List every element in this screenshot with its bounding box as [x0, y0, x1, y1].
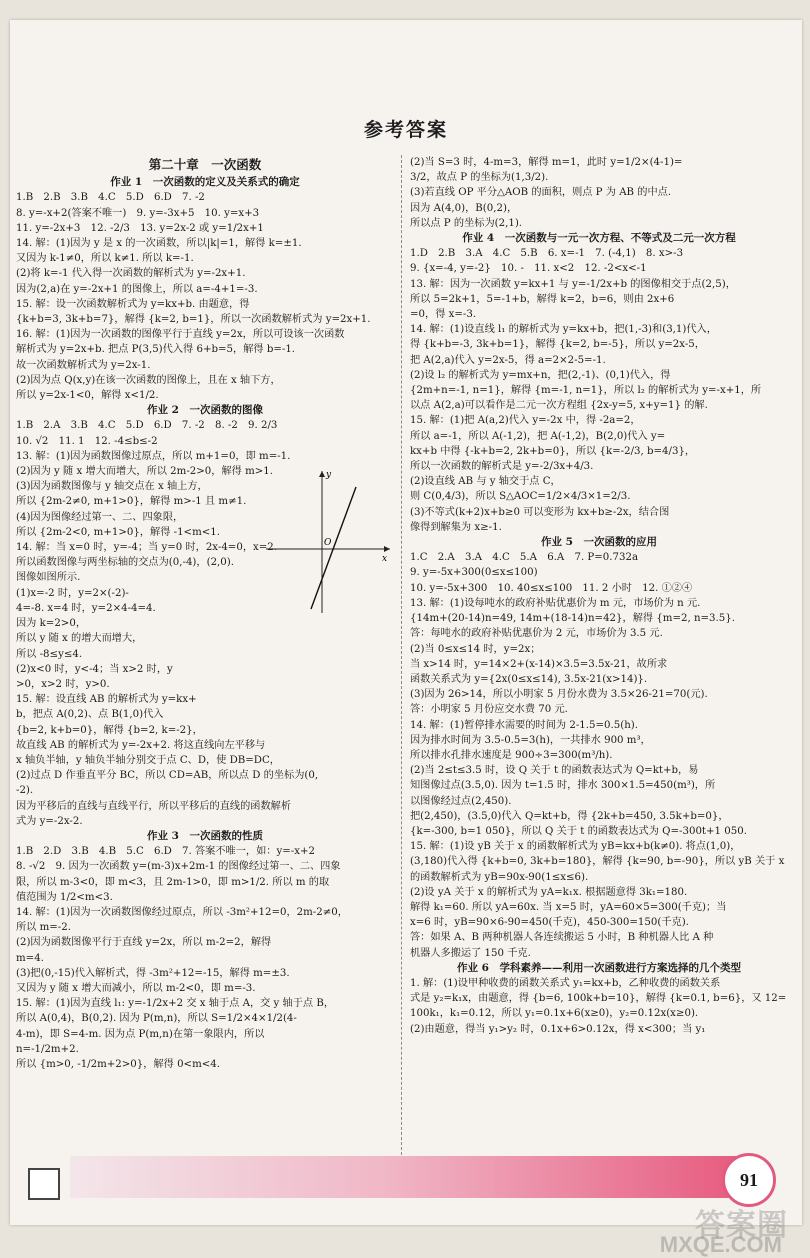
answer-line: {b=2, k+b=0}，解得 {b=2, k=-2}， [16, 724, 203, 736]
answer-line: (2)当 2≤t≤3.5 时，设 Q 关于 t 的函数表达式为 Q=kt+b，易 [410, 765, 699, 777]
function-graph [262, 467, 394, 617]
axis-label-x: x [382, 554, 388, 564]
answer-line: {k+b=3, 3k+b=7}，解得 {k=2, b=1}，所以一次函数解析式为 y=2x+1. [16, 314, 371, 326]
answer-line: 10. y=-5x+300 10. 40≤x≤100 11. 2 小时 12. ①②④ [410, 582, 693, 594]
assignment-heading: 作业 3 一次函数的性质 [147, 829, 263, 842]
answer-line: 15. 解：设直线 AB 的解析式为 y=kx+ [16, 694, 197, 706]
checkbox-square [28, 1168, 60, 1200]
answer-line: (3)不等式(k+2)x+b≥0 可以变形为 kx+b≥-2x，结合图 [410, 506, 670, 518]
assignment-heading: 作业 4 一次函数与一元一次方程、不等式及二元一次方程 [462, 232, 736, 245]
answer-line: 4=-8. x=4 时，y=2×4-4=4. [16, 602, 156, 614]
answer-line: 因为(2,a)在 y=-2x+1 的图像上，所以 a=-4+1=-3. [16, 283, 258, 295]
answer-line: 因为排水时间为 3.5-0.5=3(h)，一共排水 900 m³， [410, 734, 651, 746]
answer-line: 所以 y 随 x 的增大而增大， [16, 633, 143, 645]
answer-line: (2)过点 D 作垂直平分 BC，所以 CD=AB，所以点 D 的坐标为(0, [16, 770, 319, 782]
axis-label-y: y [326, 470, 332, 480]
answer-line: 答：小明家 5 月份应交水费 70 元. [410, 704, 568, 716]
page-title: 参考答案 [363, 119, 448, 141]
answer-line: (2)当 0≤x≤14 时，y=2x； [410, 643, 541, 655]
answer-line: 14. 解：(1)暂停排水需要的时间为 2-1.5=0.5(h). [410, 719, 638, 731]
answer-line: 15. 解：(1)因为直线 l₁: y=-1/2x+2 交 x 轴于点 A，交 y 轴于点 B， [16, 998, 335, 1010]
answer-line: 9. y=-5x+300(0≤x≤100) [410, 567, 538, 579]
answer-line: 得 {k+b=-3, 3k+b=1}，解得 {k=2, b=-5}，所以 y=2x-5， [410, 339, 705, 351]
answer-line: 解得 k₁=60. 所以 yA=60x. 当 x=5 时，yA=60×5=300(千克)；当 [410, 901, 727, 913]
answer-line: 10. √2 11. 1 12. -4≤b≤-2 [16, 435, 158, 447]
answer-line: (3)因为函数图像与 y 轴交点在 x 轴上方， [16, 481, 208, 493]
answer-line: (2)由题意，得当 y₁>y₂ 时，0.1x+6>0.12x，得 x<300；当 y₁ [410, 1023, 706, 1035]
answer-line: 14. 解：(1)设直线 l₁ 的解析式为 y=kx+b，把(1,-3)和(3,1)代入， [410, 324, 717, 336]
answer-line: 14. 解：(1)因为 y 是 x 的一次函数，所以|k|=1，解得 k=±1. [16, 238, 302, 250]
answer-line: 15. 解：(1)把 A(a,2)代入 y=-2x 中，得 -2a=2， [410, 415, 641, 427]
answer-line: (3)因为 26>14，所以小明家 5 月份水费为 3.5×26-21=70(元). [410, 689, 708, 701]
answer-line: 故一次函数解析式为 y=2x-1. [16, 359, 151, 371]
x-axis-arrow [384, 546, 390, 552]
answer-line: 当 x>14 时，y=14×2+(x-14)×3.5=3.5x-21，故所求 [410, 658, 668, 670]
answer-line: 1.C 2.A 3.A 4.C 5.A 6.A 7. P=0.732a [410, 552, 639, 564]
answer-line: x 轴负半轴，y 轴负半轴分别交于点 C、D，使 DB=DC， [16, 754, 280, 766]
answer-line: (3,180)代入得 {k+b=0, 3k+b=180}，解得 {k=90, b=-90}，所以 yB 关于 x [410, 856, 785, 868]
answer-line: 限，所以 m-3<0，即 m<3，且 2m-1>0，即 m>1/2. 所以 m 的取 [16, 876, 330, 888]
answer-line: x=6 时，yB=90×6-90=450(千克)，450-300=150(千克). [410, 917, 689, 929]
answer-line: kx+b 中得 {-k+b=2, 2k+b=0}，所以 {k=-2/3, b=4/3}， [410, 445, 696, 457]
assignment-heading: 作业 6 学科素养——利用一次函数进行方案选择的几个类型 [457, 961, 741, 974]
answer-line: 所以 a=-1，所以 A(-1,2)，把 A(-1,2)，B(2,0)代入 y= [410, 430, 666, 442]
answer-line: 9. {x=-4, y=-2} 10. - 11. x<2 12. -2<x<-1 [410, 263, 647, 275]
page-number: 91 [722, 1153, 776, 1207]
answer-line: 把(2,450)，(3.5,0)代入 Q=kt+b，得 {2k+b=450, 3.5k+b=0}， [410, 810, 729, 822]
answer-line: 又因为 y 随 x 增大而减小，所以 m-2<0，即 m=-3. [16, 982, 256, 994]
answer-line: 答：每吨水的政府补贴优惠价为 2 元，市场价为 3.5 元. [410, 628, 663, 640]
answer-line: 图像如图所示. [16, 572, 81, 584]
answer-line: 16. 解：(1)因为一次函数的图像平行于直线 y=2x，所以可设该一次函数 [16, 329, 345, 341]
answer-line: {k=-300, b=1 050}，所以 Q 关于 t 的函数表达式为 Q=-300t+1 050. [410, 825, 747, 837]
answer-line: 答：如果 A、B 两种机器人各连续搬运 5 小时，B 种机器人比 A 种 [410, 932, 714, 944]
answer-line: 像得到解集为 x≥-1. [410, 521, 502, 533]
answer-line: 11. y=-2x+3 12. -2/3 13. y=2x-2 或 y=1/2x+1 [16, 222, 264, 234]
answer-line: 1.B 2.B 3.B 4.C 5.D 6.D 7. -2 [16, 192, 205, 204]
answer-line: (2)将 k=-1 代入得一次函数的解析式为 y=-2x+1. [16, 268, 246, 280]
answer-line: 以点 A(2,a)可以看作是二元一次方程组 {2x-y=5, x+y=1} 的解. [410, 400, 708, 412]
answer-line: 3/2，故点 P 的坐标为(1,3/2). [410, 172, 549, 184]
assignment-heading: 作业 1 一次函数的定义及关系式的确定 [110, 176, 300, 189]
answer-line: 机器人多搬运了 150 千克. [410, 947, 531, 959]
answer-line: 因为 A(4,0)，B(0,2)， [410, 202, 518, 214]
answer-line: {2m+n=-1, n=1}，解得 {m=-1, n=1}，所以 l₂ 的解析式为 y=-x+1，所 [410, 385, 762, 397]
answer-line: (2)x<0 时，y<-4；当 x>2 时，y [16, 663, 173, 675]
answer-line: (2)因为函数图像平行于直线 y=2x，所以 m-2=2，解得 [16, 937, 272, 949]
answer-line: 所以 5=2k+1，5=-1+b，解得 k=2，b=6，则由 2x+6 [410, 293, 675, 305]
answer-line: 所以排水孔排水速度是 900÷3=300(m³/h). [410, 749, 613, 761]
chapter-heading: 第二十章 一次函数 [148, 157, 262, 172]
answer-line: 15. 解：(1)设 yB 关于 x 的函数解析式为 yB=kx+b(k≠0). 将点(1,0)， [410, 841, 741, 853]
answer-line: (2)设 yA 关于 x 的解析式为 yA=k₁x. 根据题意得 3k₁=180. [410, 886, 688, 898]
answer-line: n=-1/2m+2. [16, 1043, 79, 1055]
answer-line: 所以 y=2x-1<0，解得 x<1/2. [16, 390, 159, 402]
answer-line: 所以一次函数的解析式是 y=-2/3x+4/3. [410, 461, 594, 473]
answer-line: 所以 {m>0, -1/2m+2>0}，解得 0<m<4. [16, 1058, 220, 1070]
answer-line: 的函数解析式为 yB=90x-90(1≤x≤6). [410, 871, 589, 883]
answer-line: 1.B 2.D 3.B 4.B 5.C 6.D 7. 答案不唯一，如：y=-x+2 [16, 846, 315, 858]
answer-line: (1)x=-2 时，y=2×(-2)- [16, 587, 129, 599]
answer-line: 所以 m=-2. [16, 922, 71, 934]
answer-line: 所以 {2m-2<0, m+1>0}，解得 -1<m<1. [16, 526, 221, 538]
answer-line: (2)因为点 Q(x,y)在该一次函数的图像上，且在 x 轴下方， [16, 374, 281, 386]
answer-line: (3)若直线 OP 平分△AOB 的面积，则点 P 为 AB 的中点. [410, 187, 672, 199]
assignment-heading: 作业 2 一次函数的图像 [147, 404, 263, 417]
answer-line: (2)设直线 AB 与 y 轴交于点 C， [410, 476, 561, 488]
answer-line: 以图像经过点(2,450). [410, 795, 512, 807]
answer-line: 1. 解：(1)设甲种收费的函数关系式 y₁=kx+b，乙种收费的函数关系 [410, 977, 721, 989]
assignment-heading: 作业 5 一次函数的应用 [541, 536, 657, 549]
answer-line: 所以 {2m-2≠0, m+1>0}，解得 m>-1 且 m≠1. [16, 496, 247, 508]
answer-line: 13. 解：(1)设每吨水的政府补贴优惠价为 m 元，市场价为 n 元. [410, 597, 701, 609]
answer-line: (2)因为 y 随 x 增大而增大，所以 2m-2>0，解得 m>1. [16, 466, 273, 478]
answer-line: 因为 k=2>0， [16, 618, 87, 630]
answer-line: 13. 解：(1)因为函数图像过原点，所以 m+1=0，即 m=-1. [16, 450, 291, 462]
watermark-url: MXQE.COM [659, 1232, 782, 1257]
answer-line: -2). [16, 785, 34, 797]
answer-line: 15. 解：设一次函数解析式为 y=kx+b. 由题意，得 [16, 298, 250, 310]
answer-line: (4)因为图像经过第一、二、四象限， [16, 511, 184, 523]
answer-line: (2)当 S=3 时，4-m=3，解得 m=1，此时 y=1/2×(4-1)= [410, 157, 683, 168]
answer-line: 8. -√2 9. 因为一次函数 y=(m-3)x+2m-1 的图像经过第一、二、四象 [16, 861, 341, 873]
answer-line: 14. 解：当 x=0 时，y=-4；当 y=0 时，2x-4=0，x=2. [16, 542, 278, 554]
answer-line: {14m+(20-14)n=49, 14m+(18-14)n=42}，解得 {m=2, n=3.5}. [410, 613, 735, 625]
graph-line [311, 487, 356, 609]
answer-line: 所以 A(0,4)，B(0,2). 因为 P(m,n)，所以 S=1/2×4×1/2(4- [16, 1013, 297, 1025]
answer-line: 则 C(0,4/3)，所以 S△AOC=1/2×4/3×1=2/3. [410, 491, 631, 503]
answer-line: (3)把(0,-15)代入解析式，得 -3m²+12=-15，解得 m=±3. [16, 967, 290, 979]
left-column [16, 155, 394, 1165]
answer-line: b，把点 A(0,2)、点 B(1,0)代入 [16, 709, 164, 721]
answer-line: =0，得 x=-3. [410, 309, 477, 321]
answer-line: 故直线 AB 的解析式为 y=-2x+2. 将这直线向左平移与 [16, 739, 266, 751]
answer-line: (2)设 l₂ 的解析式为 y=mx+n，把(2,-1)、(0,1)代入，得 [410, 369, 671, 381]
watermark-logo: 答案圈 [695, 1209, 788, 1242]
answer-line: 值范围为 1/2<m<3. [16, 891, 113, 903]
answer-line: 8. y=-x+2(答案不唯一) 9. y=-3x+5 10. y=x+3 [16, 207, 260, 219]
answer-line: 又因为 k-1≠0，所以 k≠1. 所以 k=-1. [16, 253, 194, 265]
origin-label: O [324, 538, 332, 548]
y-axis-arrow [319, 471, 325, 477]
answer-line: 1.B 2.A 3.B 4.C 5.D 6.D 7. -2 8. -2 9. 2/3 [16, 420, 278, 432]
answer-line: 知图像过点(3.5,0). 因为 t=1.5 时，排水 300×1.5=450(m³)，所 [410, 780, 716, 792]
right-column [410, 155, 788, 1165]
answer-line: 解析式为 y=2x+b. 把点 P(3,5)代入得 6+b=5，解得 b=-1. [16, 344, 296, 356]
answer-line: 所以点 P 的坐标为(2,1). [410, 217, 523, 229]
answer-line: 4-m)，即 S=4-m. 因为点 P(m,n)在第一象限内，所以 [16, 1028, 265, 1040]
answer-line: 所以函数图像与两坐标轴的交点为(0,-4)，(2,0). [16, 557, 234, 569]
answer-line: >0，x>2 时，y>0. [16, 678, 110, 690]
column-divider [401, 155, 403, 1160]
answer-line: 式为 y=-2x-2. [16, 815, 83, 827]
answer-line: 100k₁，k₁=0.12，所以 y₁=0.1x+6(x≥0)，y₂=0.12x(x≥0). [410, 1008, 699, 1020]
answer-line: 13. 解：因为一次函数 y=kx+1 与 y=-1/2x+b 的图像相交于点(2,5)， [410, 278, 736, 290]
answer-line: 1.D 2.B 3.A 4.C 5.B 6. x=-1 7. (-4,1) 8. x>-3 [410, 248, 684, 260]
footer-bar [70, 1156, 770, 1198]
answer-line: 函数关系式为 y={2x(0≤x≤14), 3.5x-21(x>14)}. [410, 673, 648, 685]
answer-line: 式是 y₂=k₁x，由题意，得 {b=6, 100k+b=10}，解得 {k=0.1, b=6}，又 12= [410, 993, 787, 1005]
answer-page [10, 20, 802, 1257]
answer-line: m=4. [16, 952, 44, 964]
answer-line: 因为平移后的直线与直线平行，所以平移后的直线的函数解析 [16, 800, 292, 812]
answer-line: 把 A(2,a)代入 y=2x-5，得 a=2×2-5=-1. [410, 354, 606, 366]
answer-line: 所以 -8≤y≤4. [16, 648, 83, 660]
answer-line: 14. 解：(1)因为一次函数图像经过原点，所以 -3m²+12=0，2m-2≠0， [16, 906, 348, 918]
